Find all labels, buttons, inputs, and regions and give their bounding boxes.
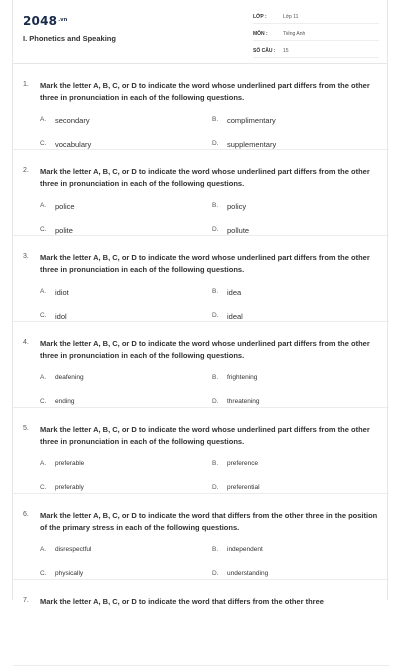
meta-key: MÔN :	[253, 30, 268, 37]
option-letter: B.	[212, 288, 219, 295]
site-logo[interactable]	[23, 14, 68, 28]
question-item	[13, 236, 389, 322]
question-number: 6.	[23, 511, 29, 518]
option-letter: B.	[212, 202, 219, 209]
question-item	[13, 64, 389, 150]
option-b[interactable]	[212, 202, 246, 211]
question-number: 1.	[23, 81, 29, 88]
option-c[interactable]	[40, 226, 73, 235]
question-text: Mark the letter A, B, C, or D to indicate the word that differs from the other three in the position of the primary stress in each of the following questions.	[40, 511, 378, 532]
option-b[interactable]	[212, 374, 257, 381]
question-head	[23, 338, 379, 361]
option-a[interactable]	[40, 546, 92, 553]
option-text: secondary	[55, 116, 90, 125]
option-text: threatening	[227, 398, 260, 405]
question-head	[23, 80, 379, 103]
option-a[interactable]	[40, 374, 84, 381]
option-text: ending	[55, 398, 75, 405]
option-letter: A.	[40, 116, 47, 123]
option-d[interactable]	[212, 570, 268, 577]
question-number: 3.	[23, 253, 29, 260]
option-text: police	[55, 202, 75, 211]
option-text: idea	[227, 288, 242, 297]
option-text: deafening	[55, 374, 84, 381]
option-letter: A.	[40, 288, 47, 295]
option-text: preferable	[55, 460, 85, 467]
option-letter: A.	[40, 202, 47, 209]
option-a[interactable]	[40, 116, 90, 125]
option-letter: D.	[212, 484, 219, 491]
option-c[interactable]	[40, 140, 91, 149]
option-letter: B.	[212, 546, 219, 553]
section-title: I. Phonetics and Speaking	[23, 34, 116, 43]
option-letter: D.	[212, 226, 219, 233]
option-text: disrespectful	[55, 546, 92, 553]
option-text: physically	[55, 570, 84, 577]
question-head	[23, 424, 379, 447]
question-number: 4.	[23, 339, 29, 346]
meta-key: LỚP :	[253, 13, 267, 20]
worksheet-header	[13, 0, 387, 64]
question-text: Mark the letter A, B, C, or D to indicate the word whose underlined part differs from the other three in pronunciation in each of the following questions.	[40, 167, 370, 188]
option-text: preferential	[227, 484, 260, 491]
option-letter: D.	[212, 140, 219, 147]
question-item	[13, 322, 389, 408]
question-head	[23, 252, 379, 275]
meta-row-class	[253, 10, 379, 24]
meta-table	[253, 10, 379, 61]
question-text: Mark the letter A, B, C, or D to indicate the word whose underlined part differs from the other three in pronunciation in each of the following questions.	[40, 425, 370, 446]
option-letter: B.	[212, 460, 219, 467]
option-text: idol	[55, 312, 67, 321]
option-text: frightening	[227, 374, 258, 381]
question-number: 5.	[23, 425, 29, 432]
option-b[interactable]	[212, 288, 241, 297]
question-text: Mark the letter A, B, C, or D to indicate the word whose underlined part differs from the other three in pronunciation in each of the following questions.	[40, 81, 370, 102]
option-text: vocabulary	[55, 140, 92, 149]
question-item	[13, 494, 389, 580]
option-text: ideal	[227, 312, 243, 321]
question-item	[13, 408, 389, 494]
option-text: idiot	[55, 288, 69, 297]
option-letter: B.	[212, 116, 219, 123]
option-letter: A.	[40, 546, 47, 553]
option-text: understanding	[227, 570, 269, 577]
question-text: Mark the letter A, B, C, or D to indicate the word whose underlined part differs from the other three in pronunciation in each of the following questions.	[40, 253, 370, 274]
worksheet	[12, 0, 388, 606]
option-d[interactable]	[212, 140, 276, 149]
question-head	[23, 166, 379, 189]
meta-row-count	[253, 44, 379, 58]
option-text: pollute	[227, 226, 250, 235]
option-a[interactable]	[40, 288, 69, 297]
option-text: policy	[227, 202, 247, 211]
option-b[interactable]	[212, 116, 276, 125]
option-text: preference	[227, 460, 259, 467]
logo-text: 2048	[23, 14, 58, 28]
option-letter: A.	[40, 460, 47, 467]
meta-value: Lớp 11	[283, 13, 299, 20]
option-letter: C.	[40, 484, 47, 491]
option-letter: C.	[40, 140, 47, 147]
option-letter: A.	[40, 374, 47, 381]
option-text: complimentary	[227, 116, 276, 125]
option-d[interactable]	[212, 398, 260, 405]
option-letter: D.	[212, 312, 219, 319]
question-number: 7.	[23, 597, 29, 604]
option-text: independent	[227, 546, 263, 553]
question-head	[23, 596, 379, 608]
option-letter: C.	[40, 226, 47, 233]
option-c[interactable]	[40, 570, 83, 577]
meta-value: Tiếng Anh	[283, 30, 306, 37]
option-d[interactable]	[212, 312, 243, 321]
question-number: 2.	[23, 167, 29, 174]
option-d[interactable]	[212, 226, 249, 235]
option-text: supplementary	[227, 140, 277, 149]
option-letter: B.	[212, 374, 219, 381]
meta-row-subject	[253, 27, 379, 41]
option-a[interactable]	[40, 460, 84, 467]
option-c[interactable]	[40, 398, 75, 405]
option-a[interactable]	[40, 202, 75, 211]
question-item	[13, 580, 389, 666]
meta-key: SỐ CÂU :	[253, 47, 276, 54]
option-letter: D.	[212, 570, 219, 577]
option-d[interactable]	[212, 484, 260, 491]
option-text: polite	[55, 226, 73, 235]
question-text: Mark the letter A, B, C, or D to indicate the word that differs from the other three	[40, 597, 324, 606]
option-c[interactable]	[40, 484, 84, 491]
question-head	[23, 510, 379, 533]
question-list	[13, 64, 389, 666]
question-text: Mark the letter A, B, C, or D to indicate the word whose underlined part differs from the other three in pronunciation in each of the following questions.	[40, 339, 370, 360]
logo-domain: .vn	[58, 17, 68, 23]
option-letter: D.	[212, 398, 219, 405]
meta-value: 15	[283, 47, 289, 54]
option-letter: C.	[40, 312, 47, 319]
option-text: preferably	[55, 484, 84, 491]
option-c[interactable]	[40, 312, 67, 321]
question-item	[13, 150, 389, 236]
option-letter: C.	[40, 398, 47, 405]
option-letter: C.	[40, 570, 47, 577]
option-b[interactable]	[212, 546, 263, 553]
option-b[interactable]	[212, 460, 258, 467]
